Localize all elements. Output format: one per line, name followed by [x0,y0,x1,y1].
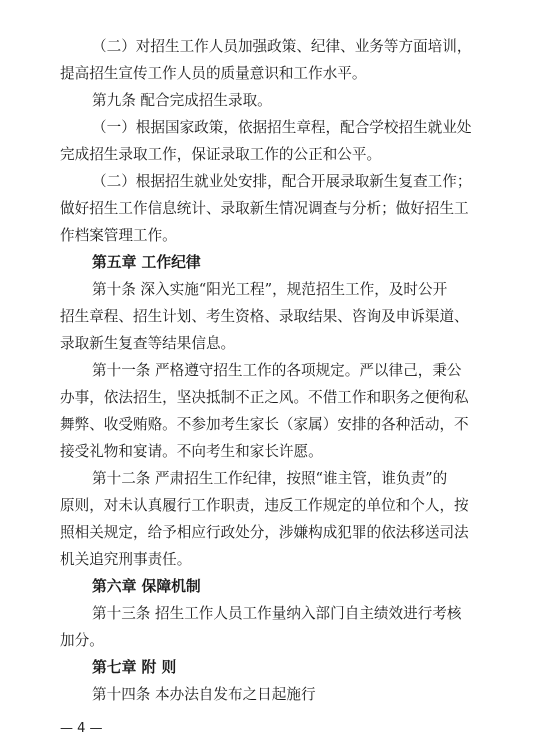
line-text: 第十二条 严肃招生工作纪律，按照“谁主管，谁负责”的 [92,470,448,487]
line-text: （二）对招生工作人员加强政策、纪律、业务等方面培训， [92,38,472,55]
line-text: 机关追究刑事责任。 [60,551,192,568]
paragraph-line [0,115,553,141]
line-text: 完成招生录取工作，保证录取工作的公正和公平。 [60,146,382,163]
paragraph-line [0,61,553,87]
heading-text: 第五章 工作纪律 [92,254,201,271]
line-text: 提高招生宣传工作人员的质量意识和工作水平。 [60,65,367,82]
paragraph-line [0,142,553,168]
line-text: 录取新生复查等结果信息。 [60,335,236,352]
line-text: （二）根据招生就业处安排，配合开展录取新生复查工作； [92,173,472,190]
paragraph-line [0,493,553,519]
chapter-heading [0,574,553,600]
line-text: 办事，依法招生，坚决抵制不正之风。不借工作和职务之便徇私 [60,389,469,406]
chapter-heading [0,655,553,681]
paragraph-line [0,439,553,465]
chapter-heading [0,250,553,276]
line-text: 第十三条 招生工作人员工作量纳入部门自主绩效进行考核 [92,605,462,622]
paragraph-line [0,412,553,438]
paragraph-line [0,466,553,492]
line-text: 招生章程、招生计划、考生资格、录取结果、咨询及申诉渠道、 [60,308,469,325]
line-text: 照相关规定，给予相应行政处分，涉嫌构成犯罪的依法移送司法 [60,524,469,541]
paragraph-line [0,223,553,249]
line-text: 作档案管理工作。 [60,227,177,244]
heading-text: 第六章 保障机制 [92,578,201,595]
line-text: 原则，对未认真履行工作职责，违反工作规定的单位和个人，按 [60,497,469,514]
line-text: 第十四条 本办法自发布之日起施行 [92,686,316,703]
paragraph-line [0,304,553,330]
line-text: 做好招生工作信息统计、录取新生情况调查与分析；做好招生工 [60,200,469,217]
paragraph-line [0,520,553,546]
paragraph-line [0,682,553,708]
paragraph-line [0,628,553,654]
line-text: 第九条 配合完成招生录取。 [92,92,272,109]
page-number: — 4 — [60,721,103,736]
heading-text: 第七章 附 则 [92,659,177,676]
paragraph-line [0,88,553,114]
line-text: 接受礼物和宴请。不向考生和家长许愿。 [60,443,323,460]
paragraph-line [0,547,553,573]
paragraph-line [0,331,553,357]
paragraph-line [0,358,553,384]
paragraph-line [0,34,553,60]
paragraph-line [0,385,553,411]
line-text: （一）根据国家政策，依据招生章程，配合学校招生就业处 [92,119,472,136]
line-text: 舞弊、收受贿赂。不参加考生家长（家属）安排的各种活动，不 [60,416,469,433]
paragraph-line [0,277,553,303]
line-text: 加分。 [60,632,104,649]
paragraph-line [0,601,553,627]
paragraph-line [0,169,553,195]
paragraph-line [0,196,553,222]
line-text: 第十一条 严格遵守招生工作的各项规定。严以律己，秉公 [92,362,462,379]
line-text: 第十条 深入实施“阳光工程”，规范招生工作，及时公开 [92,281,448,298]
